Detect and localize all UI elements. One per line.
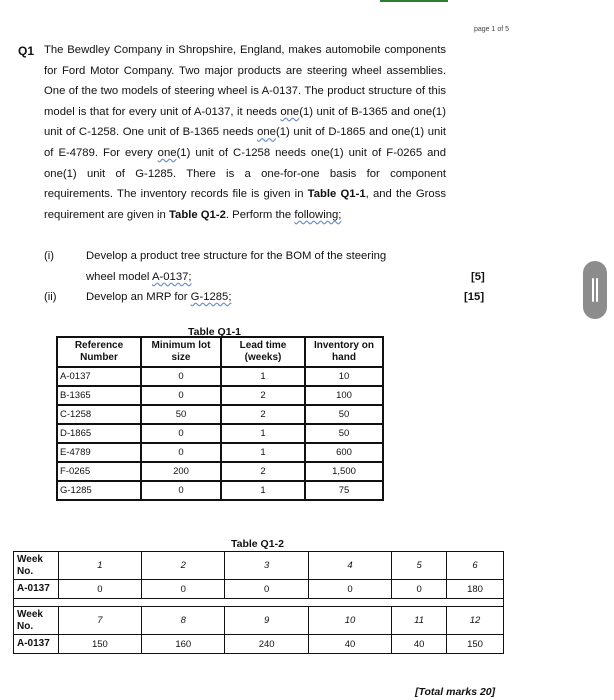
table-cell: 0	[308, 580, 391, 599]
table-cell: 0	[141, 481, 221, 500]
scroll-handle[interactable]	[583, 261, 607, 319]
text-segment: (1) unit of D-1865 and one(1) unit of E-4789. For every	[44, 126, 446, 159]
table-cell: 150	[58, 635, 141, 654]
grip-line	[596, 278, 598, 302]
item-label: A-0137	[14, 635, 59, 654]
task-marks: [15]	[464, 291, 485, 303]
week-label: Week No.	[14, 607, 59, 635]
task-part: G-1285;	[190, 291, 232, 303]
table-cell: 1,500	[305, 462, 383, 481]
column-header: Inventory on hand	[305, 337, 383, 367]
table-cell: 2	[221, 462, 305, 481]
column-header: Lead time (weeks)	[221, 337, 305, 367]
table-cell: F-0265	[57, 462, 141, 481]
week-number: 9	[225, 607, 308, 635]
table-cell: E-4789	[57, 443, 141, 462]
week-number: 5	[392, 552, 447, 580]
table-row	[57, 367, 383, 386]
table-cell: 0	[142, 580, 225, 599]
week-number: 6	[447, 552, 504, 580]
task-text-line1: Develop a product tree structure for the BOM of the steering	[86, 250, 387, 262]
week-number: 4	[308, 552, 391, 580]
text-segment: (1) unit of B-1365 and one(1) unit of C-1258. One unit of B-1365 needs	[44, 105, 446, 139]
week-number: 3	[225, 552, 308, 580]
table-cell: 1	[221, 481, 305, 500]
table-ref-bold: Table Q1-1	[307, 188, 366, 201]
text-segment: The Bewdley Company in Shropshire, England, makes automobile components for Ford Motor Company. Two major products are steering wheel assemblies. One of the two models of steering wheel is A-0137. The product structure of this model is that for every unit of A-0137, it needs	[44, 44, 446, 118]
table-cell: 50	[141, 405, 221, 424]
column-header: Reference Number	[57, 337, 141, 367]
task-text-main: Develop an MRP for	[86, 291, 191, 303]
task-text: wheel model	[86, 271, 152, 283]
table-cell: 0	[58, 580, 141, 599]
table-cell: 40	[308, 635, 391, 654]
item-label: A-0137	[14, 580, 59, 599]
table-cell: 150	[447, 635, 504, 654]
table-cell: 200	[141, 462, 221, 481]
table-cell: 180	[447, 580, 504, 599]
grip-line	[592, 278, 594, 302]
task-marks: [5]	[471, 271, 485, 283]
week-number: 10	[308, 607, 391, 635]
gross-requirements-table	[13, 551, 504, 654]
page-number: page 1 of 5	[474, 26, 510, 33]
table-cell: 1	[221, 424, 305, 443]
table-row	[57, 424, 383, 443]
table-cell: C-1258	[57, 405, 141, 424]
inventory-table	[56, 336, 384, 501]
table-spacer	[14, 599, 504, 607]
table-cell: G-1285	[57, 481, 141, 500]
question-label: Q1	[18, 44, 35, 58]
question-text	[44, 40, 446, 225]
table-cell: 2	[221, 405, 305, 424]
table-row	[14, 635, 504, 654]
table-cell: 0	[141, 367, 221, 386]
table-cell: 100	[305, 386, 383, 405]
week-number: 2	[142, 552, 225, 580]
table-row	[57, 386, 383, 405]
text-segment-underlined: one	[157, 146, 177, 159]
table2-title: Table Q1-2	[231, 538, 284, 550]
table-cell: 240	[225, 635, 308, 654]
table-ref-bold: Table Q1-2	[168, 208, 226, 221]
text-segment-underlined: one	[257, 126, 276, 139]
table-cell: 160	[142, 635, 225, 654]
table-row	[14, 580, 504, 599]
task-number: (ii)	[44, 291, 57, 303]
table-cell: 10	[305, 367, 383, 386]
table-cell: 0	[141, 386, 221, 405]
table-cell: 50	[305, 424, 383, 443]
week-label: Week No.	[14, 552, 59, 580]
week-number: 1	[58, 552, 141, 580]
table-cell: 0	[141, 443, 221, 462]
top-accent-bar	[380, 0, 448, 2]
table-row	[14, 552, 504, 580]
table-row	[57, 405, 383, 424]
table-cell: D-1865	[57, 424, 141, 443]
task-text-line2	[86, 267, 192, 288]
table1-title: Table Q1-1	[188, 326, 241, 338]
table-row	[57, 443, 383, 462]
table-cell: 50	[305, 405, 383, 424]
table-cell: 75	[305, 481, 383, 500]
text-segment: . Perform the	[225, 208, 295, 221]
week-number: 12	[447, 607, 504, 635]
week-number: 7	[58, 607, 141, 635]
table-cell: 2	[221, 386, 305, 405]
table-cell: 600	[305, 443, 383, 462]
text-segment: , and the Gross requirement are given in	[44, 188, 446, 221]
task-number: (i)	[44, 250, 55, 262]
week-number: 8	[142, 607, 225, 635]
text-segment-underlined: one	[280, 105, 300, 118]
task-text	[86, 287, 231, 308]
table-cell: 0	[141, 424, 221, 443]
table-row	[14, 607, 504, 635]
table-cell: B-1365	[57, 386, 141, 405]
total-marks: [Total marks 20]	[415, 686, 496, 698]
column-header: Minimum lot size	[141, 337, 221, 367]
table-cell: A-0137	[57, 367, 141, 386]
table-row	[57, 462, 383, 481]
table-cell: 0	[225, 580, 308, 599]
table-cell: 40	[392, 635, 447, 654]
week-number: 11	[392, 607, 447, 635]
table-row	[57, 481, 383, 500]
table-cell: 0	[392, 580, 447, 599]
table-cell: 1	[221, 443, 305, 462]
text-segment: (1) unit of C-1258 needs one(1) unit of F-0265 and one(1) unit of G-1285. There is a one-for-one basis for component requirements. The inventory records file is given in	[44, 146, 446, 201]
table-cell: 1	[221, 367, 305, 386]
text-segment-underlined: following;	[294, 208, 342, 221]
task-model: A-0137;	[151, 271, 192, 283]
